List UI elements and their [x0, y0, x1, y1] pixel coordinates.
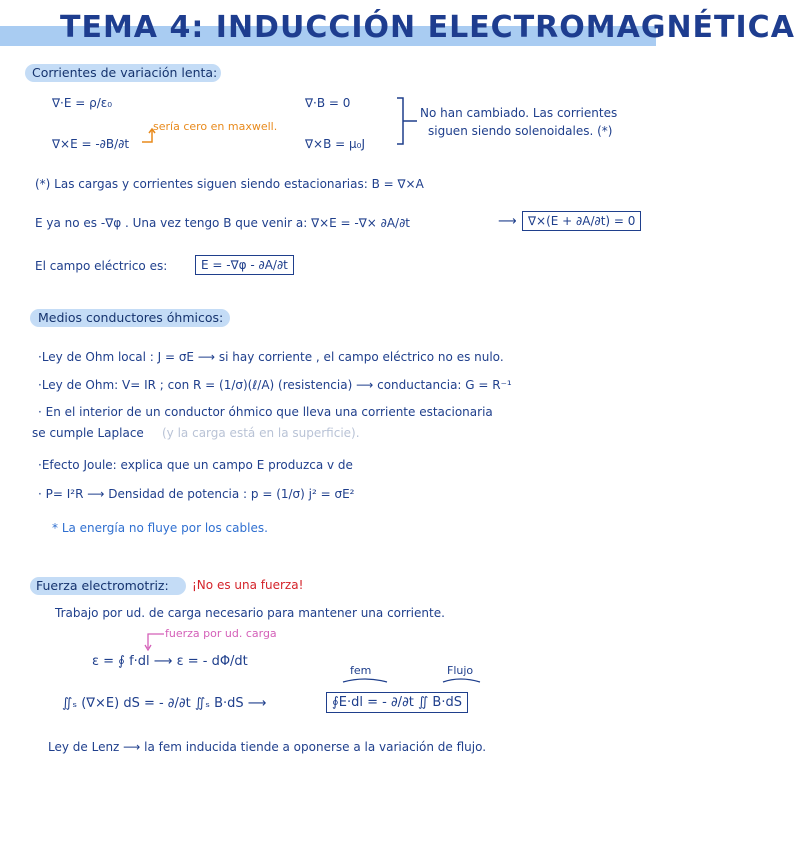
interior-line-1: · En el interior de un conductor óhmico que lleva una corriente estacionaria [38, 405, 493, 419]
arrow-glyph: ⟶ [498, 214, 517, 229]
unchanged-line-2: siguen siendo solenoidales. (*) [428, 124, 613, 138]
label-fem: fem [350, 664, 372, 677]
label-flujo: Flujo [447, 664, 474, 677]
not-gradient-line: E ya no es -∇φ . Una vez tengo B que venir a: ∇×E = -∇× ∂A/∂t [35, 216, 411, 230]
ohm-local-line: ·Ley de Ohm local : J = σE ⟶ si hay corriente , el campo eléctrico no es nulo. [38, 350, 504, 364]
not-a-force-note: ¡No es una fuerza! [192, 578, 304, 592]
maxwell-note: sería cero en maxwell. [153, 120, 278, 133]
field-label: El campo eléctrico es: [35, 259, 168, 273]
eq-curl-e: ∇×E = -∂B/∂t [52, 137, 130, 151]
eq-curl-b: ∇×B = μ₀J [305, 137, 365, 151]
section-heading-emf: Fuerza electromotriz: [36, 578, 169, 593]
stationary-note: (*) Las cargas y corrientes siguen siendo estacionarias: B = ∇×A [35, 177, 424, 191]
boxed-curl-equation: ∇×(E + ∂A/∂t) = 0 [522, 211, 641, 231]
bracket-icon [395, 96, 425, 146]
emf-definition: ε = ∮ f·dl ⟶ ε = - dΦ/dt [92, 654, 248, 669]
section-heading-ohmic: Medios conductores óhmicos: [38, 310, 224, 325]
eq-div-e: ∇·E = ρ/ε₀ [52, 96, 113, 110]
force-note: fuerza por ud. carga [165, 627, 277, 640]
page-title: TEMA 4: INDUCCIÓN ELECTROMAGNÉTICA [60, 10, 795, 45]
section-heading-slow-currents: Corrientes de variación lenta: [32, 65, 218, 80]
boxed-faraday-equation: ∮E·dl = - ∂/∂t ∬ B·dS [326, 692, 468, 713]
lenz-line: Ley de Lenz ⟶ la fem inducida tiende a oponerse a la variación de flujo. [48, 740, 487, 754]
energy-note: * La energía no fluye por los cables. [52, 521, 268, 535]
interior-grey-note: (y la carga está en la superficie). [162, 426, 360, 440]
joule-line: ·Efecto Joule: explica que un campo E produzca v de [38, 458, 353, 472]
interior-line-2: se cumple Laplace [32, 426, 144, 440]
orange-arrow-icon [140, 128, 160, 148]
eq-div-b: ∇·B = 0 [305, 96, 351, 110]
unchanged-line-1: No han cambiado. Las corrientes [420, 106, 618, 120]
boxed-field-equation: E = -∇φ - ∂A/∂t [195, 255, 294, 275]
underbrace-icon [335, 676, 495, 686]
ohm-line: ·Ley de Ohm: V= IR ; con R = (1/σ)(ℓ/A) (resistencia) ⟶ conductancia: G = R⁻¹ [38, 378, 512, 392]
work-line: Trabajo por ud. de carga necesario para mantener una corriente. [55, 606, 445, 620]
stokes-equation: ∬ₛ (∇×E) dS = - ∂/∂t ∬ₛ B·dS ⟶ [62, 696, 267, 711]
pink-arrow-icon [140, 632, 166, 654]
power-line: · P= I²R ⟶ Densidad de potencia : p = (1/σ) j² = σE² [38, 487, 355, 501]
